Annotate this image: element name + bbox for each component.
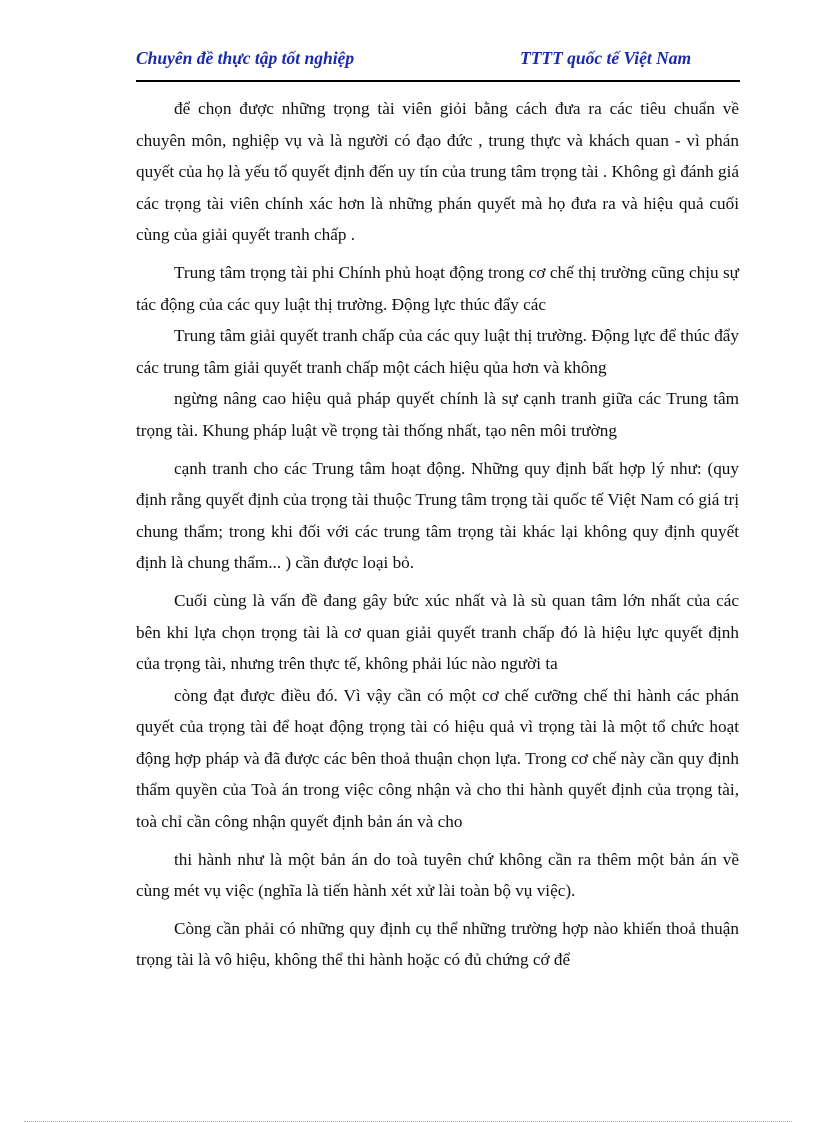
paragraph: Trung tâm giải quyết tranh chấp của các quy luật thị trường. Động lực để thúc đẩy các trung tâm giải quyết tranh chấp một cách hiệu qủa hơn và không xyxy=(136,326,740,377)
paragraph: cạnh tranh cho các Trung tâm hoạt động. Những quy định bất hợp lý như: (quy định rằng quyết định của trọng tài thuộc Trung tâm trọng tài quốc tế Việt Nam có giá trị chung thẩm; trong khi đối với các trung tâm trọng tài khác lại không quy định quyết định là chung thẩm... ) cần được loại bỏ. xyxy=(136,458,739,573)
header-organization: TTTT quốc tế Việt Nam xyxy=(520,48,692,68)
header-divider xyxy=(136,80,740,82)
paragraph: còng đạt được điều đó. Vì vậy cần có một cơ chế cưỡng chế thi hành các phán quyết của trọng tài để hoạt động trọng tài có hiệu quả vì trọng tài là một tổ chức hoạt động hợp pháp và đã được các bên thoả thuận chọn lựa. Trong cơ chế này cần quy định thẩm quyền của Toà án trong việc công nhận và cho thi hành quyết định của trọng tài, toà chỉ cần công nhận quyết định bản án và cho xyxy=(136,685,739,832)
paragraph: Còng cần phải có những quy định cụ thể những trường hợp nào khiến thoả thuận trọng tài là vô hiệu, không thể thi hành hoặc có đủ chứng cớ để xyxy=(136,918,739,970)
page-header xyxy=(136,48,740,76)
paragraph: thi hành như là một bản án do toà tuyên chứ không cần ra thêm một bản án về cùng mét vụ việc (nghĩa là tiến hành xét xử lài toàn bộ vụ việc). xyxy=(136,849,739,901)
paragraph: Trung tâm trọng tài phi Chính phủ hoạt động trong cơ chế thị trường cũng chịu sự tác động của các quy luật thị trường. Động lực thúc đẩy các xyxy=(136,262,739,314)
document-body xyxy=(136,93,739,976)
paragraph: ngừng nâng cao hiệu quả pháp quyết chính là sự cạnh tranh giữa các Trung tâm trọng tài. Khung pháp luật về trọng tài thống nhất, tạo nên môi trường xyxy=(136,389,739,440)
paragraph: Cuối cùng là vấn đề đang gây bức xúc nhất và là sù quan tâm lớn nhất của các bên khi lựa chọn trọng tài là cơ quan giải quyết tranh chấp đó là hiệu lực quyết định của trọng tài, nhưng trên thực tế, không phải lúc nào người ta xyxy=(136,590,739,674)
footer-divider xyxy=(24,1121,792,1122)
paragraph: để chọn được những trọng tài viên giỏi bằng cách đưa ra các tiêu chuẩn về chuyên môn, nghiệp vụ và là người có đạo đức , trung thực và khách quan - vì phán quyết của họ là yếu tố quyết định đến uy tín của trung tâm trọng tài . Không gì đánh giá các trọng tài viên chính xác hơn là những phán quyết mà họ đưa ra và hiệu quả cuối cùng của giải quyết tranh chấp . xyxy=(136,99,739,245)
header-document-title: Chuyên đề thực tập tốt nghiệp xyxy=(136,48,355,68)
